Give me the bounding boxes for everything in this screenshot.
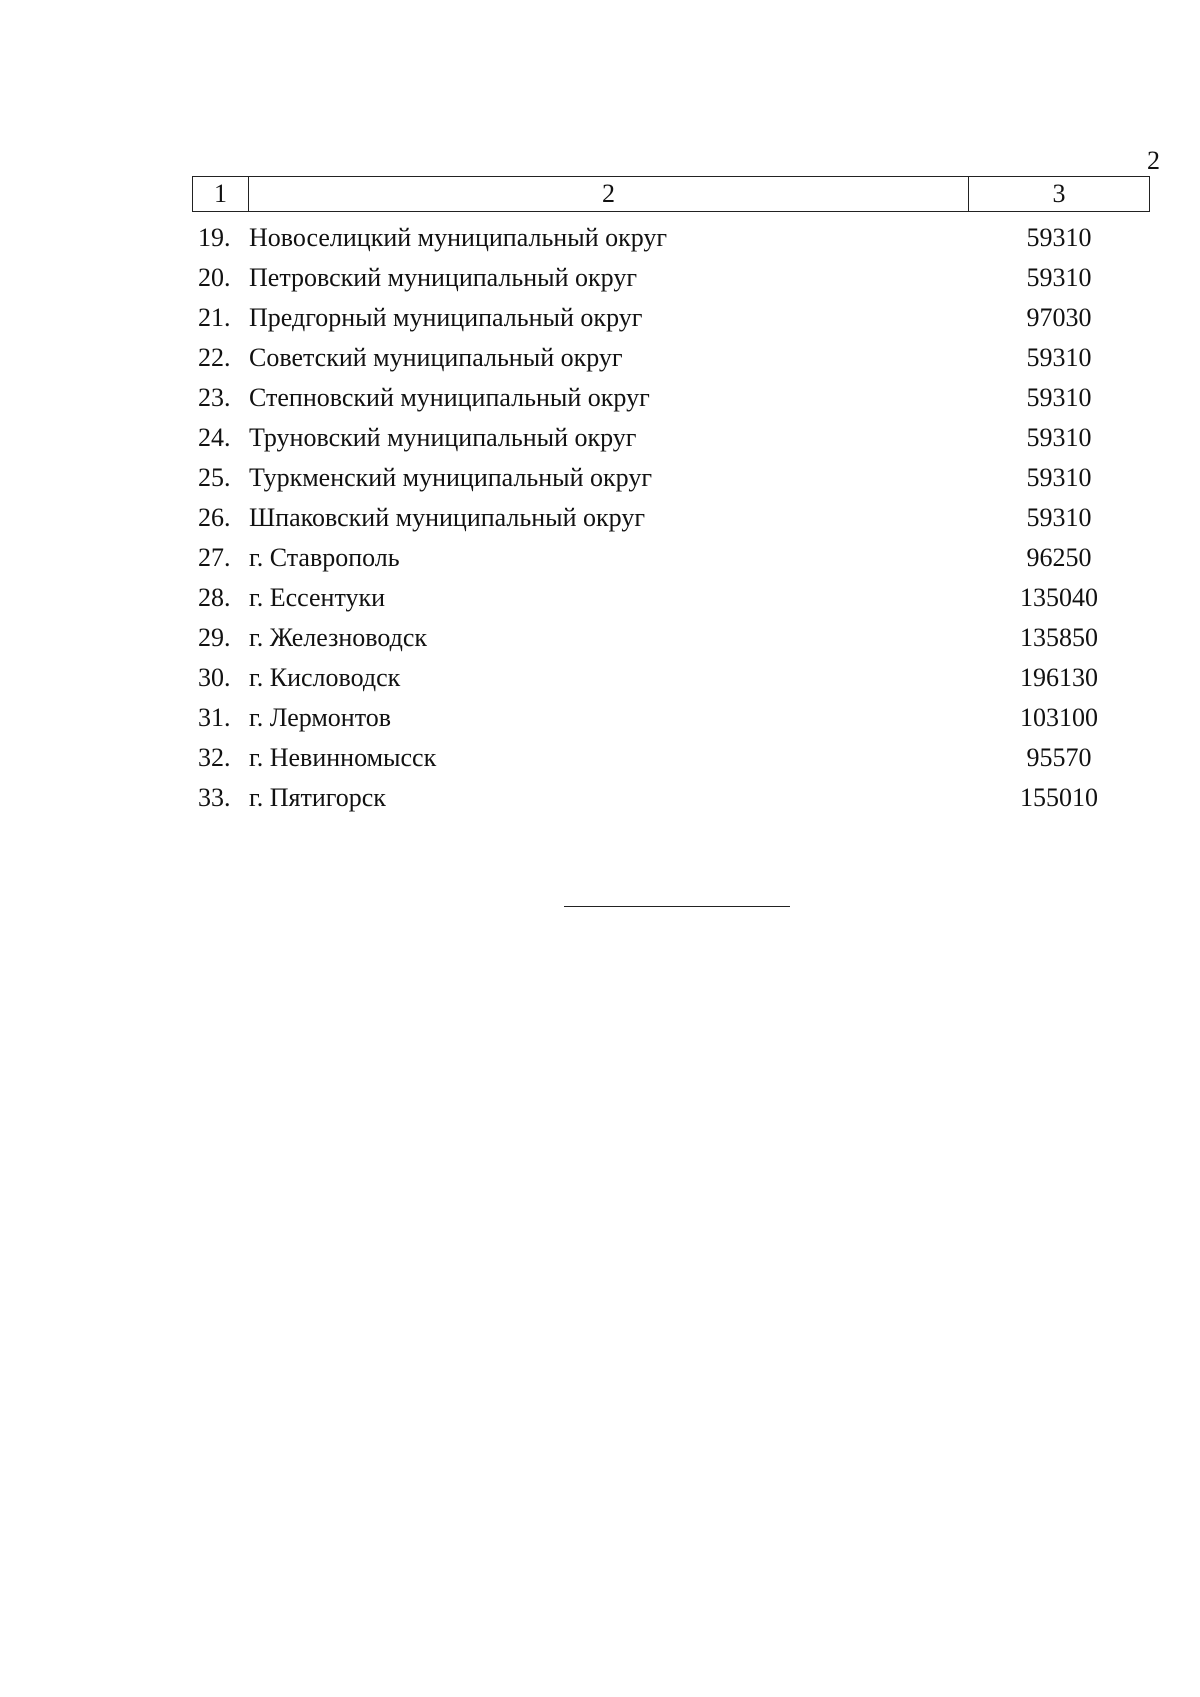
row-number: 33.: [198, 783, 231, 812]
table-row: [192, 418, 1150, 458]
row-name: г. Железноводск: [249, 623, 428, 652]
table-row: [192, 218, 1150, 258]
table-row: [192, 498, 1150, 538]
row-value: 95570: [1026, 743, 1092, 772]
table-row: [192, 538, 1150, 578]
row-value: 135850: [1020, 623, 1098, 652]
row-number: 25.: [198, 463, 231, 492]
row-name: Советский муниципальный округ: [249, 343, 623, 372]
row-number: 23.: [198, 383, 231, 412]
row-value: 103100: [1020, 703, 1098, 732]
row-number: 24.: [198, 423, 231, 452]
row-name: Новоселицкий муниципальный округ: [249, 223, 668, 252]
row-number: 21.: [198, 303, 231, 332]
row-value: 196130: [1020, 663, 1098, 692]
row-value: 155010: [1020, 783, 1098, 812]
row-name: Туркменский муниципальный округ: [249, 463, 652, 492]
table-header: [192, 176, 1150, 212]
table-row: [192, 658, 1150, 698]
row-name: Степновский муниципальный округ: [249, 383, 650, 412]
row-number: 28.: [198, 583, 231, 612]
row-name: Предгорный муниципальный округ: [249, 303, 643, 332]
row-number: 31.: [198, 703, 231, 732]
row-name: г. Невинномысск: [249, 743, 437, 772]
row-number: 32.: [198, 743, 231, 772]
row-value: 59310: [1026, 503, 1092, 532]
end-rule: [564, 906, 790, 907]
row-number: 26.: [198, 503, 231, 532]
row-number: 19.: [198, 223, 231, 252]
table-row: [192, 338, 1150, 378]
row-name: Труновский муниципальный округ: [249, 423, 637, 452]
row-value: 59310: [1026, 463, 1092, 492]
header-cell-3: 3: [1052, 179, 1066, 208]
table-row: [192, 458, 1150, 498]
row-name: Петровский муниципальный округ: [249, 263, 637, 292]
row-value: 97030: [1026, 303, 1092, 332]
table-row: [192, 738, 1150, 778]
table-body: [192, 218, 1150, 818]
row-number: 22.: [198, 343, 231, 372]
table-row: [192, 618, 1150, 658]
table-row: [192, 578, 1150, 618]
row-number: 20.: [198, 263, 231, 292]
row-name: г. Лермонтов: [249, 703, 391, 732]
row-name: г. Кисловодск: [249, 663, 401, 692]
table-row: [192, 698, 1150, 738]
row-value: 135040: [1020, 583, 1098, 612]
row-number: 30.: [198, 663, 231, 692]
row-value: 59310: [1026, 343, 1092, 372]
page-number: 2: [1147, 146, 1160, 175]
table-row: [192, 378, 1150, 418]
table-row: [192, 298, 1150, 338]
row-name: г. Пятигорск: [249, 783, 386, 812]
row-number: 27.: [198, 543, 231, 572]
row-name: г. Ставрополь: [249, 543, 400, 572]
header-cell-2: 2: [249, 177, 969, 211]
row-value: 59310: [1026, 383, 1092, 412]
row-value: 59310: [1026, 263, 1092, 292]
row-value: 96250: [1026, 543, 1092, 572]
row-name: г. Ессентуки: [249, 583, 386, 612]
row-number: 29.: [198, 623, 231, 652]
table-row: [192, 778, 1150, 818]
row-value: 59310: [1026, 423, 1092, 452]
table-row: [192, 258, 1150, 298]
header-cell-1: 1: [193, 177, 249, 211]
row-name: Шпаковский муниципальный округ: [249, 503, 645, 532]
row-value: 59310: [1026, 223, 1092, 252]
